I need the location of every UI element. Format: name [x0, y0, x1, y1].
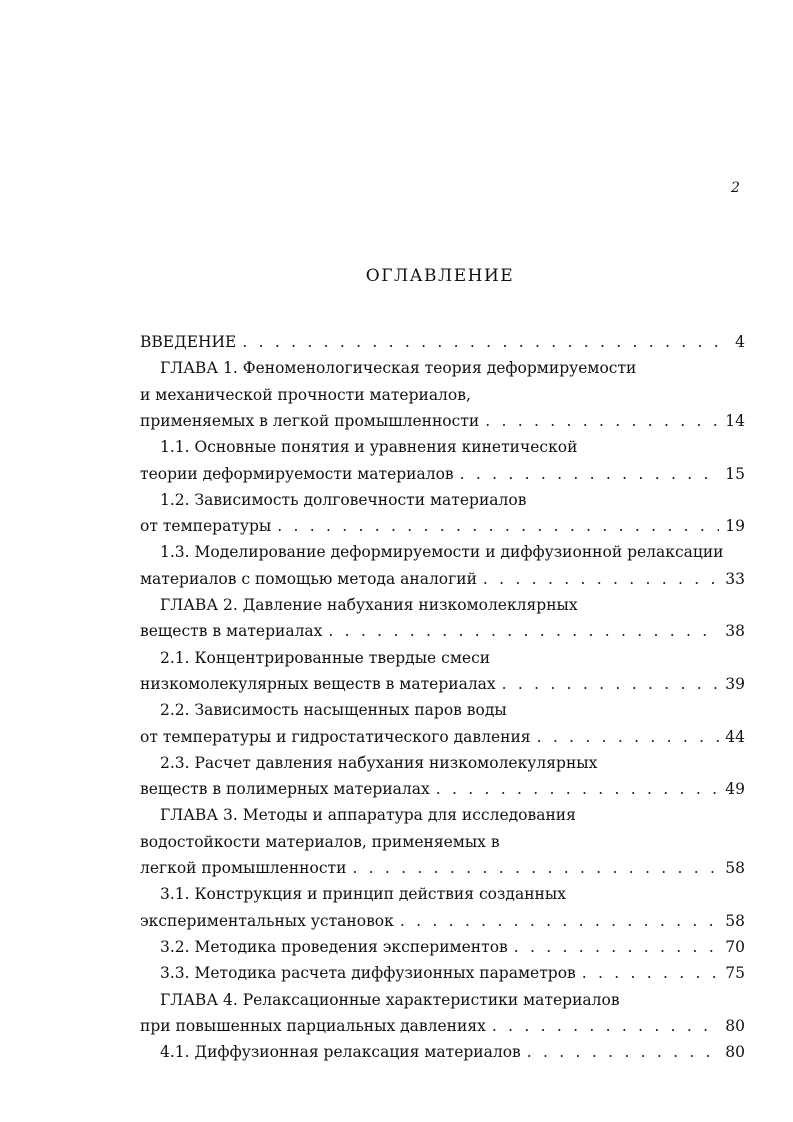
dot-leader — [486, 1014, 719, 1038]
toc-line — [140, 435, 745, 459]
toc-line-text: от температуры — [140, 517, 272, 536]
toc-line-text: ГЛАВА 1. Феноменологическая теория деформируемости — [160, 359, 637, 378]
dot-leader — [346, 856, 719, 880]
toc-line-text: 2.3. Расчет давления набухания низкомолекулярных — [160, 753, 598, 772]
toc-line — [140, 935, 745, 959]
dot-leader — [271, 514, 719, 538]
toc-line — [140, 988, 745, 1012]
dot-leader — [322, 619, 719, 643]
dot-leader — [521, 1040, 719, 1064]
toc-line-text: веществ в материалах — [140, 622, 323, 641]
dot-leader — [496, 672, 720, 696]
toc-page-number: 80 — [725, 1016, 745, 1035]
toc-line — [140, 909, 745, 933]
toc-line — [140, 856, 745, 880]
toc-line — [140, 698, 745, 722]
toc-line-text: веществ в полимерных материалах — [140, 780, 430, 799]
toc-line — [140, 803, 745, 827]
toc-page-number: 70 — [725, 937, 745, 956]
toc-line — [140, 882, 745, 906]
toc-page-number: 49 — [725, 780, 745, 799]
toc-page-number: 19 — [725, 517, 745, 536]
toc-page-number: 14 — [725, 411, 745, 430]
toc-line — [140, 593, 745, 617]
toc-line — [140, 540, 745, 564]
toc-line — [140, 409, 745, 433]
toc-line — [140, 1040, 745, 1064]
toc-line-text: при повышенных парциальных давлениях — [140, 1016, 486, 1035]
dot-leader — [576, 961, 720, 985]
toc-line-text: экспериментальных установок — [140, 911, 394, 930]
toc-page-number: 44 — [725, 727, 745, 746]
toc-line — [140, 619, 745, 643]
toc-line-text: 4.1. Диффузионная релаксация материалов — [160, 1043, 521, 1062]
dot-leader — [430, 777, 720, 801]
toc-line-text: 1.3. Моделирование деформируемости и диффузионной релаксации — [160, 543, 724, 562]
toc-line-text: 3.1. Конструкция и принцип действия созданных — [160, 885, 566, 904]
toc-line — [140, 961, 745, 985]
toc-line — [140, 356, 745, 380]
toc-line-text: теории деформируемости материалов — [140, 464, 454, 483]
toc-line-text: водостойкости материалов, применяемых в — [140, 832, 500, 851]
dot-leader — [508, 935, 720, 959]
toc-page-number: 39 — [725, 674, 745, 693]
toc-line-text: легкой промышленности — [140, 859, 347, 877]
toc-line — [140, 488, 745, 512]
page-title: ОГЛАВЛЕНИЕ — [365, 266, 515, 286]
toc-page-number: 33 — [725, 569, 745, 588]
dot-leader — [477, 567, 719, 591]
toc-line-text: ГЛАВА 4. Релаксационные характеристики материалов — [160, 990, 620, 1009]
dot-leader — [531, 725, 720, 749]
toc-page-number: 4 — [735, 333, 745, 351]
toc-page-number: 38 — [725, 622, 745, 641]
dot-leader — [394, 909, 719, 933]
toc-line-text: и механической прочности материалов, — [140, 385, 471, 404]
toc-line — [140, 725, 745, 749]
toc-page-number: 15 — [725, 464, 745, 483]
toc-line — [140, 1014, 745, 1038]
toc-line — [140, 383, 745, 407]
toc-line-text: от температуры и гидростатического давления — [140, 727, 531, 746]
dot-leader — [236, 330, 721, 354]
toc-line — [140, 830, 745, 854]
toc-line-text: 1.1. Основные понятия и уравнения кинетической — [160, 438, 578, 457]
page-number: 2 — [731, 180, 740, 196]
toc-line — [140, 462, 745, 486]
toc-line-text: ГЛАВА 3. Методы и аппаратура для исследования — [160, 806, 576, 825]
toc-line-text: 3.2. Методика проведения экспериментов — [160, 937, 508, 956]
toc-page-number: 80 — [725, 1043, 745, 1062]
toc-line — [140, 751, 745, 775]
toc-line — [140, 672, 745, 696]
toc-line-text: материалов с помощью метода аналогий — [140, 569, 477, 588]
toc-line-text: применяемых в легкой промышленности — [140, 411, 480, 430]
toc-line — [140, 567, 745, 591]
dot-leader — [479, 409, 719, 433]
toc-line-text: 3.3. Методика расчета диффузионных параметров — [160, 964, 576, 983]
toc-line-text: ГЛАВА 2. Давление набухания низкомолеклярных — [160, 596, 578, 614]
toc-line-text: 1.2. Зависимость долговечности материалов — [160, 490, 527, 509]
toc-line — [140, 646, 745, 670]
toc-line-text: 2.2. Зависимость насыщенных паров воды — [160, 701, 507, 720]
toc-line — [140, 777, 745, 801]
toc-line — [140, 330, 745, 354]
toc-line-text: ВВЕДЕНИЕ — [140, 333, 237, 351]
toc-line-text: 2.1. Концентрированные твердые смеси — [160, 648, 491, 667]
toc-line — [140, 514, 745, 538]
toc-page-number: 58 — [725, 859, 745, 877]
toc-page-number: 75 — [725, 964, 745, 983]
toc-page-number: 58 — [725, 911, 745, 930]
toc-line-text: низкомолекулярных веществ в материалах — [140, 674, 496, 693]
dot-leader — [454, 462, 720, 486]
